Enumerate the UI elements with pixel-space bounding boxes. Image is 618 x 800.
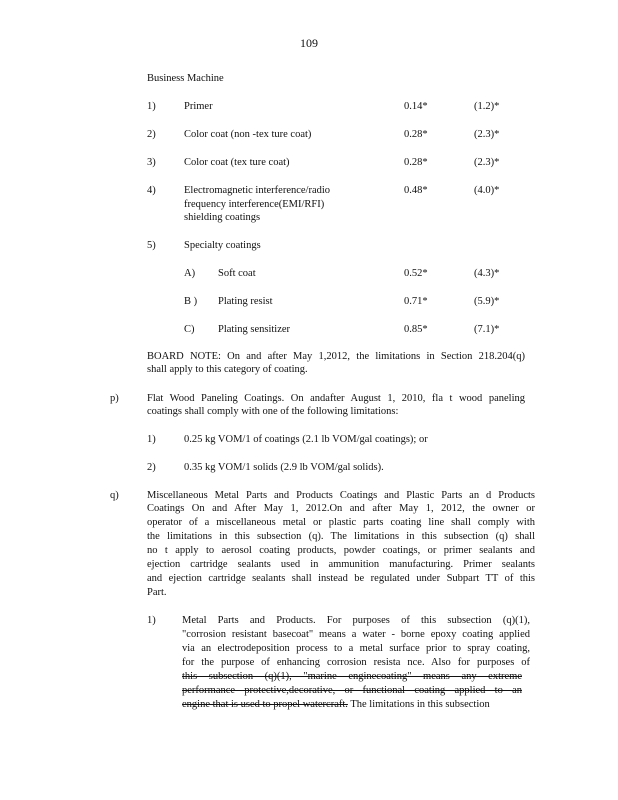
- item-label: Color coat (non -tex ture coat): [184, 129, 312, 140]
- subitem-limit-metric: 0.52*: [404, 268, 428, 279]
- section-q1-tail: The limitations in this subsection: [350, 699, 490, 710]
- section-q1-line: via an electrodeposition process to a metal surface prior to spray coating,: [182, 643, 530, 654]
- limit-text: 0.35 kg VOM/1 solids (2.9 lb VOM/gal solids).: [184, 462, 384, 473]
- item-limit-metric: 0.14*: [404, 101, 428, 112]
- item-number: 3): [147, 157, 156, 168]
- item-limit-metric: 0.28*: [404, 157, 428, 168]
- subitem-letter: B ): [184, 296, 198, 307]
- section-q-line: Miscellaneous Metal Parts and Products Coatings and Plastic Parts an d Products: [147, 490, 535, 501]
- final-line: [182, 699, 490, 710]
- item-label-line: frequency interference(EMI/RFI): [184, 199, 325, 210]
- section-label: q): [110, 490, 119, 501]
- section-q-line: ejection cartridge sealants used in ammunition manufacturing. Primer sealants: [147, 559, 535, 570]
- subitem-limit-english: (7.1)*: [474, 324, 500, 335]
- board-note-line: shall apply to this category of coating.: [147, 364, 308, 375]
- item-limit-english: (4.0)*: [474, 185, 500, 196]
- item-number: 4): [147, 185, 156, 196]
- item-limit-metric: 0.28*: [404, 129, 428, 140]
- section-q1-line: Metal Parts and Products. For purposes of this subsection (q)(1),: [182, 615, 530, 626]
- section-p-line: Flat Wood Paneling Coatings. On andafter August 1, 2010, fla t wood paneling: [147, 393, 525, 404]
- item-limit-english: (1.2)*: [474, 101, 500, 112]
- subitem-letter: C): [184, 324, 195, 335]
- subitem-limit-english: (5.9)*: [474, 296, 500, 307]
- item-label: Primer: [184, 101, 213, 112]
- item-number: 5): [147, 240, 156, 251]
- item-label-line: shielding coatings: [184, 212, 261, 223]
- item-number: 2): [147, 462, 156, 473]
- section-q-line: operator of a miscellaneous metal or plastic parts coating line shall comply with: [147, 517, 535, 528]
- subitem-label: Plating resist: [218, 296, 273, 307]
- section-label: p): [110, 393, 119, 404]
- subitem-limit-metric: 0.71*: [404, 296, 428, 307]
- item-number: 2): [147, 129, 156, 140]
- limit-text: 0.25 kg VOM/1 of coatings (2.1 lb VOM/gal coatings); or: [184, 434, 428, 445]
- item-label-line: Electromagnetic interference/radio: [184, 185, 331, 196]
- board-note-line: BOARD NOTE: On and after May 1,2012, the limitations in Section 218.204(q): [147, 351, 525, 362]
- item-limit-english: (2.3)*: [474, 129, 500, 140]
- item-limit-metric: 0.48*: [404, 185, 428, 196]
- section-q-line: Coatings On and After May 1, 2012.On and after May 1, 2012, the owner or: [147, 503, 535, 514]
- item-label: Color coat (tex ture coat): [184, 157, 290, 168]
- item-number: 1): [147, 434, 156, 445]
- section-q1-line: "corrosion resistant basecoat" means a water - borne epoxy coating applied: [182, 629, 530, 640]
- struck-text-line: engine that is used to propel watercraft.: [182, 699, 348, 710]
- section-q-line: Part.: [147, 587, 167, 598]
- section-q1-line: for the purpose of enhancing corrosion resista nce. Also for purposes of: [182, 657, 530, 668]
- section-q-line: the limitations in this subsection (q). The limitations in this subsection (q) shall: [147, 531, 535, 542]
- section-q-line: and ejection cartridge sealants shall instead be regulated under Subpart TT of this: [147, 573, 535, 584]
- subitem-letter: A): [184, 268, 196, 279]
- page-number: 109: [300, 36, 318, 50]
- section-heading: Business Machine: [147, 73, 224, 84]
- subitem-label: Soft coat: [218, 268, 256, 279]
- subitem-limit-english: (4.3)*: [474, 268, 500, 279]
- item-number: 1): [147, 101, 156, 112]
- struck-text-line: this subsection (q)(1), "marine enginecoating" means any extreme: [182, 671, 522, 682]
- section-q-line: no t apply to aerosol coating products, powder coatings, or primer sealants and: [147, 545, 535, 556]
- struck-text-line: performance protective,decorative, or functional coating applied to an: [182, 685, 522, 696]
- item-limit-english: (2.3)*: [474, 157, 500, 168]
- subitem-label: Plating sensitizer: [218, 324, 291, 335]
- subitem-limit-metric: 0.85*: [404, 324, 428, 335]
- section-p-line: coatings shall comply with one of the following limitations:: [147, 406, 399, 417]
- item-label: Specialty coatings: [184, 240, 261, 251]
- item-number: 1): [147, 615, 156, 626]
